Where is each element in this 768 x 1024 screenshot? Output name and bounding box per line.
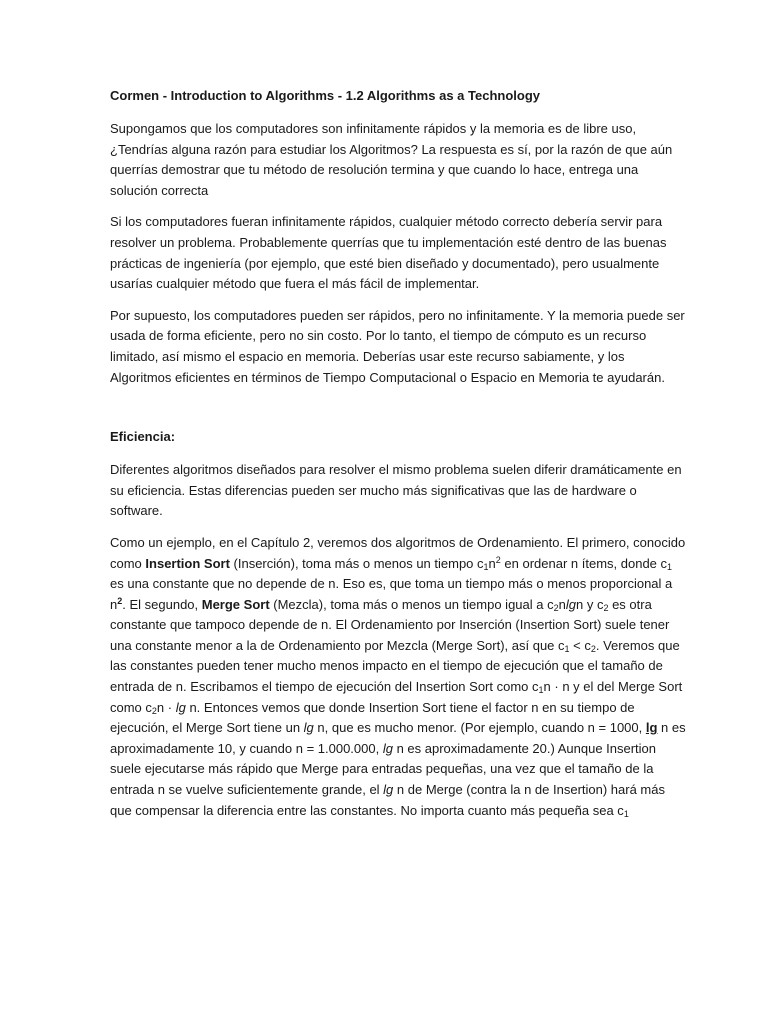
text-segment: n y c bbox=[575, 596, 604, 612]
lg-italic: lg bbox=[565, 596, 576, 612]
section-heading-eficiencia: Eficiencia: bbox=[110, 429, 176, 445]
paragraph-limited-resources: Por supuesto, los computadores pueden ser rápidos, pero no infinitamente. Y la memoria puede ser usada de forma eficiente, pero no sin costo. Por lo tanto, el tiempo de cómputo es un recurso limitado, así mismo el espacio en memoria. Deberías usar este recurso sabiamente, y los Algoritmos eficientes en términos de Tiempo Computacional o Espacio en Memoria te ayudarán. bbox=[110, 307, 685, 385]
text-segment: n · bbox=[156, 699, 176, 715]
lg-underlined: lg bbox=[645, 720, 658, 736]
text-segment: < c bbox=[569, 637, 591, 653]
lg-italic: lg bbox=[175, 699, 186, 715]
insertion-sort-term: Insertion Sort bbox=[145, 555, 230, 571]
text-segment: n bbox=[488, 555, 496, 571]
subscript: 2 bbox=[151, 705, 157, 716]
text-segment: n es aproximadamente 20.) Aunque Insertion suele ejecutarse más rápido que Merge para entradas pequeñas, una vez que el tamaño de la entrada n se vuelve suficientemente grande, el bbox=[110, 740, 657, 798]
text-segment: en ordenar n ítems, donde c bbox=[500, 555, 668, 571]
document-title: Cormen - Introduction to Algorithms - 1.2 Algorithms as a Technology bbox=[110, 88, 540, 103]
text-segment: n bbox=[558, 596, 566, 612]
text-segment: n de Merge (contra la n de Insertion) hará más que compensar la diferencia entre las constantes. No importa cuanto más pequeña sea c bbox=[110, 782, 665, 818]
text-segment: Como un ejemplo, en el Capítulo 2, veremos dos algoritmos de Ordenamiento. El primero, conocido como bbox=[110, 534, 686, 571]
paragraph-infinite-speed: Si los computadores fueran infinitamente rápidos, cualquier método correcto debería servir para resolver un problema. Probablemente querrías que tu implementación esté dentro de las buenas prácticas de ingeniería (por ejemplo, que esté bien diseñado y documentado), pero usualmente usarías cualquier método que fuera el más fácil de implementar. bbox=[110, 214, 667, 292]
text-segment: n · n y el del Merge Sort como c bbox=[110, 679, 683, 715]
text-segment: n, que es mucho menor. (Por ejemplo, cuando n = 1000, bbox=[313, 720, 646, 736]
lg-italic: lg bbox=[383, 782, 394, 798]
subscript: 1 bbox=[623, 808, 629, 819]
text-segment: n es aproximadamente 10, y cuando n = 1.000.000, bbox=[110, 720, 686, 756]
text-segment: n. Entonces vemos que donde Insertion Sort tiene el factor n en su tiempo de ejecución, el Merge Sort tiene un bbox=[110, 699, 635, 736]
text-segment: es una constante que no depende de n. Eso es, que toma un tiempo más o menos proporcional a n bbox=[110, 576, 673, 612]
subscript: 1 bbox=[564, 643, 570, 654]
subscript: 1 bbox=[667, 561, 673, 572]
paragraph-efficiency-differences: Diferentes algoritmos diseñados para resolver el mismo problema suelen diferir dramáticamente en su eficiencia. Estas diferencias pueden ser mucho más significativas que las de hardware o software. bbox=[110, 462, 682, 519]
paragraph-sorting-example bbox=[110, 533, 688, 821]
merge-sort-term: Merge Sort bbox=[201, 596, 270, 612]
text-segment: . Veremos que las constantes pueden tener mucho menos impacto en el tiempo de ejecución que el tamaño de entrada de n. Escribamos el tiempo de ejecución del Insertion Sort como c bbox=[110, 637, 680, 695]
superscript: 2 bbox=[495, 554, 501, 565]
text-segment: . El segundo, bbox=[122, 596, 202, 612]
text-segment: es otra constante que tampoco depende de n. El Ordenamiento por Inserción (Insertion Sort) suele tener una constante menor a la de Ordenamiento por Mezcla (Merge Sort), así que c bbox=[110, 596, 670, 653]
text-segment: (Inserción), toma más o menos un tiempo c bbox=[229, 555, 484, 571]
subscript: 2 bbox=[603, 602, 609, 613]
subscript: 1 bbox=[483, 561, 489, 572]
paragraph-intro: Supongamos que los computadores son infinitamente rápidos y la memoria es de libre uso, ¿Tendrías alguna razón para estudiar los Algoritmos? La respuesta es sí, por la razón de que aún querrías demostrar que tu método de resolución termina y que cuando lo hace, entrega una solución correcta bbox=[110, 121, 673, 198]
subscript: 2 bbox=[590, 643, 596, 654]
superscript: 2 bbox=[117, 595, 123, 606]
lg-italic: lg bbox=[382, 740, 393, 756]
lg-italic: lg bbox=[303, 720, 314, 736]
subscript: 2 bbox=[553, 602, 559, 613]
text-segment: (Mezcla), toma más o menos un tiempo igual a c bbox=[269, 596, 554, 612]
subscript: 1 bbox=[538, 685, 544, 696]
